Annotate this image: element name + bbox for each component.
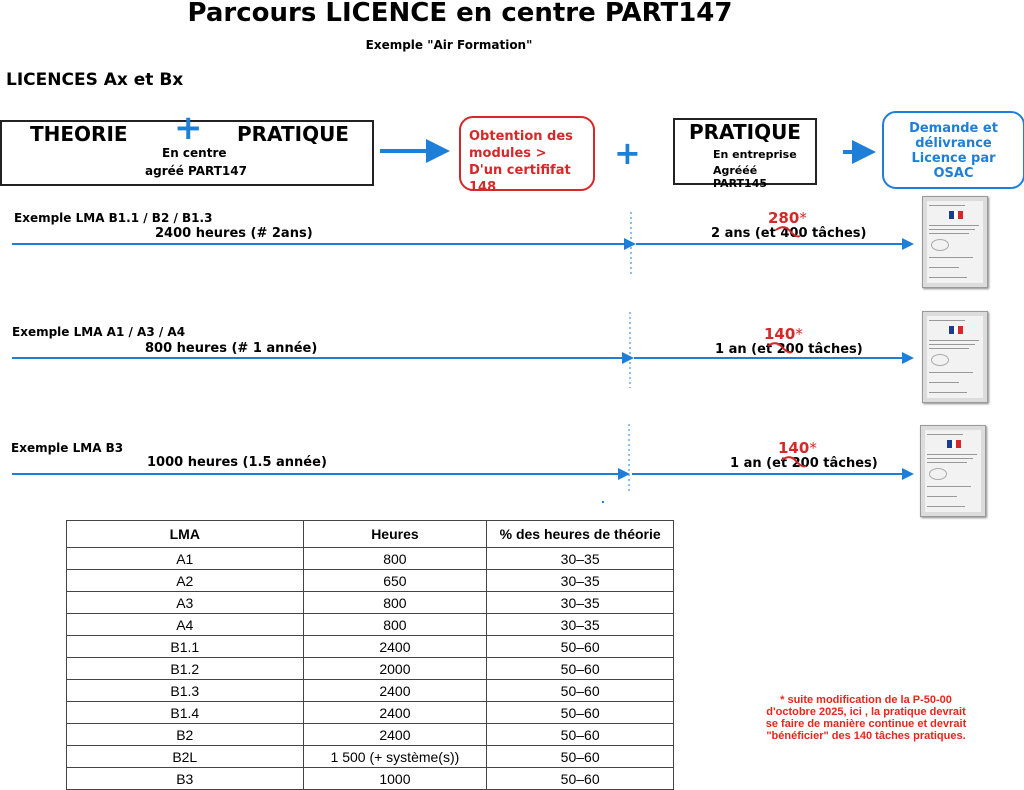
table-cell: 50–60 <box>487 680 674 702</box>
table-cell: 2000 <box>303 658 487 680</box>
table-cell: 2400 <box>303 724 487 746</box>
table-cell: 30–35 <box>487 548 674 570</box>
new-task-count: 280* <box>768 209 807 227</box>
example-practice: 1 an (et 200 tâches) <box>715 342 863 357</box>
table-cell: 50–60 <box>487 746 674 768</box>
table-cell: B1.1 <box>67 636 304 658</box>
table-row <box>67 636 674 658</box>
practice-caption-2: Agrééé PART145 <box>713 164 768 190</box>
modules-line-2: modules > <box>469 146 547 161</box>
footnote-line: se faire de manière continue et devrait <box>765 718 967 730</box>
osac-line-2: délivrance <box>915 136 992 151</box>
licence-document-image <box>922 311 988 403</box>
licence-document-image <box>922 196 988 288</box>
practice-title: PRATIQUE <box>689 120 801 144</box>
table-cell: 1000 <box>303 768 487 790</box>
table-cell: 2400 <box>303 636 487 658</box>
table-cell: A2 <box>67 570 304 592</box>
page-subtitle: Exemple "Air Formation" <box>365 38 533 52</box>
table-header: % des heures de théorie <box>487 521 674 548</box>
table-cell: 1 500 (+ système(s)) <box>303 746 487 768</box>
table-row <box>67 614 674 636</box>
example-label: Exemple LMA A1 / A3 / A4 <box>12 325 186 339</box>
old-task-count: 400 <box>780 226 808 241</box>
modules-line-3: D'un certififat 148 <box>469 163 571 195</box>
example-label: Exemple LMA B3 <box>11 441 124 455</box>
strike-mark <box>780 452 808 470</box>
lma-hours-table <box>66 520 674 790</box>
table-cell: A3 <box>67 592 304 614</box>
plus-icon: + <box>614 134 641 172</box>
theory-caption-2: agréé PART147 <box>145 164 247 178</box>
osac-line-3: Licence par <box>911 151 996 166</box>
new-task-count: 140* <box>778 439 817 457</box>
table-cell: A1 <box>67 548 304 570</box>
table-row <box>67 658 674 680</box>
table-row <box>67 570 674 592</box>
table-cell: 650 <box>303 570 487 592</box>
section-title: LICENCES Ax et Bx <box>6 70 184 90</box>
table-cell: A4 <box>67 614 304 636</box>
page-title: Parcours LICENCE en centre PART147 <box>187 0 733 28</box>
osac-line-4: OSAC <box>933 166 974 181</box>
example-hours: 800 heures (# 1 année) <box>145 341 318 356</box>
table-cell: 50–60 <box>487 724 674 746</box>
theory-caption-1: En centre <box>162 146 227 160</box>
table-cell: B3 <box>67 768 304 790</box>
table-row <box>67 724 674 746</box>
modules-line-1: Obtention des <box>469 129 573 144</box>
footnote-line: d'octobre 2025, ici , la pratique devrait <box>766 706 966 718</box>
practice-caption-1: En entreprise <box>713 148 797 161</box>
table-cell: 2400 <box>303 680 487 702</box>
table-cell: 30–35 <box>487 592 674 614</box>
table-cell: 50–60 <box>487 702 674 724</box>
example-practice: 1 an (et 200 tâches) <box>730 456 878 471</box>
table-header: LMA <box>67 521 304 548</box>
table-row <box>67 592 674 614</box>
table-cell: B2 <box>67 724 304 746</box>
table-row <box>67 548 674 570</box>
table-cell: 50–60 <box>487 658 674 680</box>
table-cell: 800 <box>303 614 487 636</box>
plus-icon: + <box>174 108 203 148</box>
strike-mark <box>766 338 794 356</box>
old-task-count: 200 <box>791 456 819 471</box>
old-task-count: 200 <box>776 342 804 357</box>
example-hours: 2400 heures (# 2ans) <box>155 226 313 241</box>
table-row <box>67 702 674 724</box>
footnote-line: "bénéficier" des 140 tâches pratiques. <box>766 730 966 742</box>
footnote <box>744 694 988 742</box>
theory-label: THEORIE <box>30 122 128 146</box>
table-cell: 50–60 <box>487 636 674 658</box>
table-cell: 800 <box>303 548 487 570</box>
table-cell: 50–60 <box>487 768 674 790</box>
table-cell: 2400 <box>303 702 487 724</box>
table-cell: B1.4 <box>67 702 304 724</box>
table-row <box>67 746 674 768</box>
example-hours: 1000 heures (1.5 année) <box>147 455 327 470</box>
table-row <box>67 680 674 702</box>
new-task-count: 140* <box>764 325 803 343</box>
strike-mark <box>774 222 802 240</box>
table-header: Heures <box>303 521 487 548</box>
stray-dot <box>602 501 604 503</box>
example-practice: 2 ans (et 400 tâches) <box>711 226 867 241</box>
table-row <box>67 768 674 790</box>
practice-label: PRATIQUE <box>237 122 349 146</box>
osac-line-1: Demande et <box>909 121 998 136</box>
example-label: Exemple LMA B1.1 / B2 / B1.3 <box>14 211 213 225</box>
table-header-row <box>67 521 674 548</box>
licence-document-image <box>920 425 986 517</box>
table-cell: 800 <box>303 592 487 614</box>
table-cell: 30–35 <box>487 614 674 636</box>
table-cell: B1.3 <box>67 680 304 702</box>
table-cell: B1.2 <box>67 658 304 680</box>
table-cell: B2L <box>67 746 304 768</box>
table-cell: 30–35 <box>487 570 674 592</box>
footnote-line: * suite modification de la P-50-00 <box>780 694 952 706</box>
